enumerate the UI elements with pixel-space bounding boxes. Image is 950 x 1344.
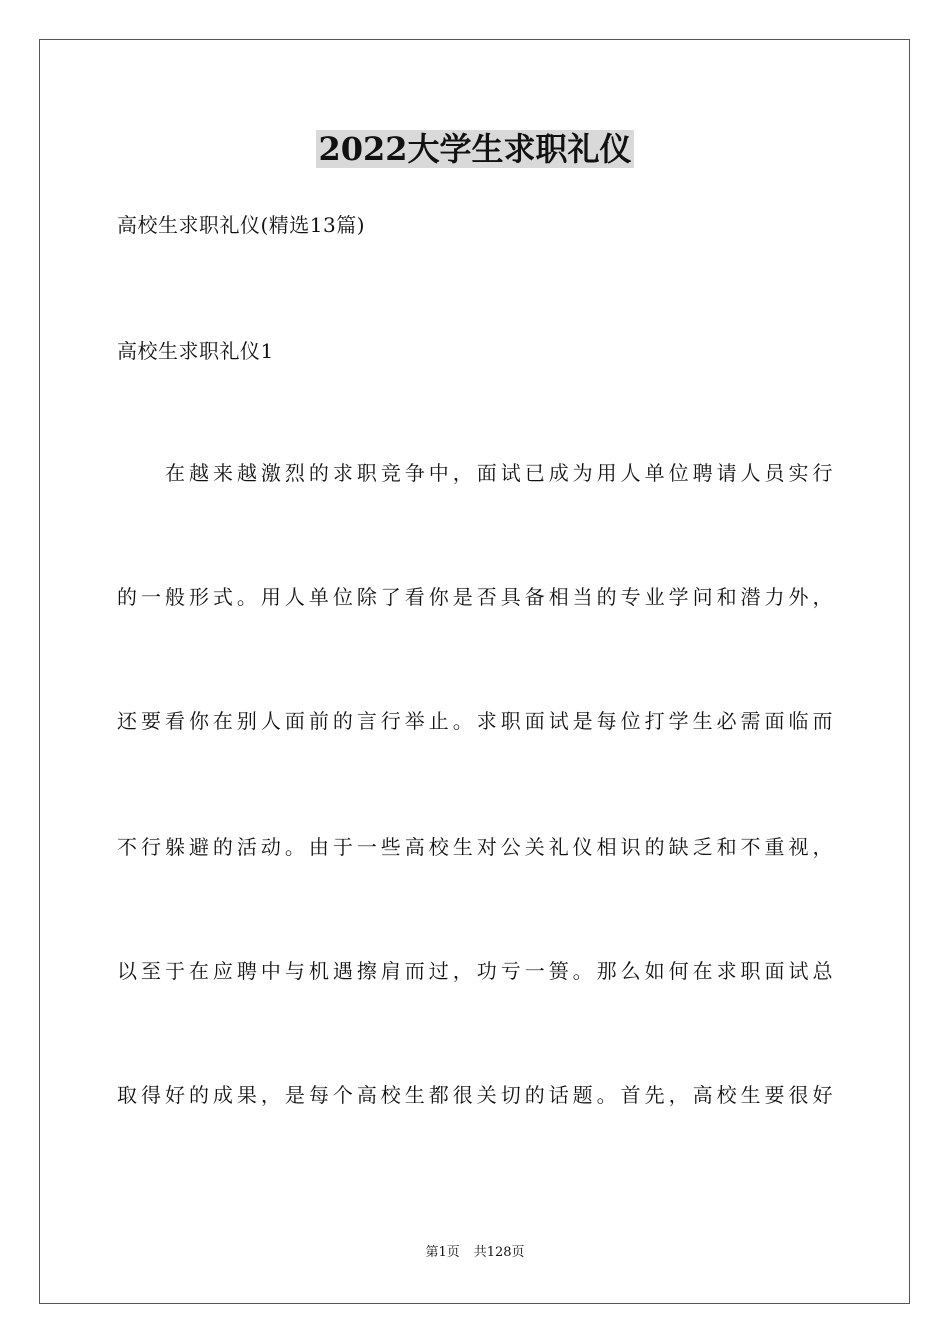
document-title-text: 2022大学生求职礼仪: [318, 130, 632, 168]
page-total: 共128页: [473, 1245, 525, 1260]
paragraph-line: 还要看你在别人面前的言行举止。求职面试是每位打学生必需面临而: [117, 709, 833, 733]
paragraph-line: 以至于在应聘中与机遇擦肩而过，功亏一篑。那么如何在求职面试总: [117, 959, 833, 983]
page-footer: [0, 1244, 950, 1262]
paragraph-line: 不行躲避的活动。由于一些高校生对公关礼仪相识的缺乏和不重视，: [117, 835, 833, 859]
section-heading: 高校生求职礼仪1: [117, 339, 274, 363]
paragraph-line: 取得好的成果，是每个高校生都很关切的话题。首先，高校生要很好: [117, 1083, 833, 1107]
document-subtitle: 高校生求职礼仪(精选13篇): [117, 213, 366, 237]
paragraph-line: 的一般形式。用人单位除了看你是否具备相当的专业学问和潜力外，: [117, 585, 833, 609]
page-number: 第1页: [425, 1245, 460, 1260]
document-title: [0, 126, 950, 172]
paragraph-line: 在越来越激烈的求职竞争中，面试已成为用人单位聘请人员实行: [165, 461, 833, 485]
